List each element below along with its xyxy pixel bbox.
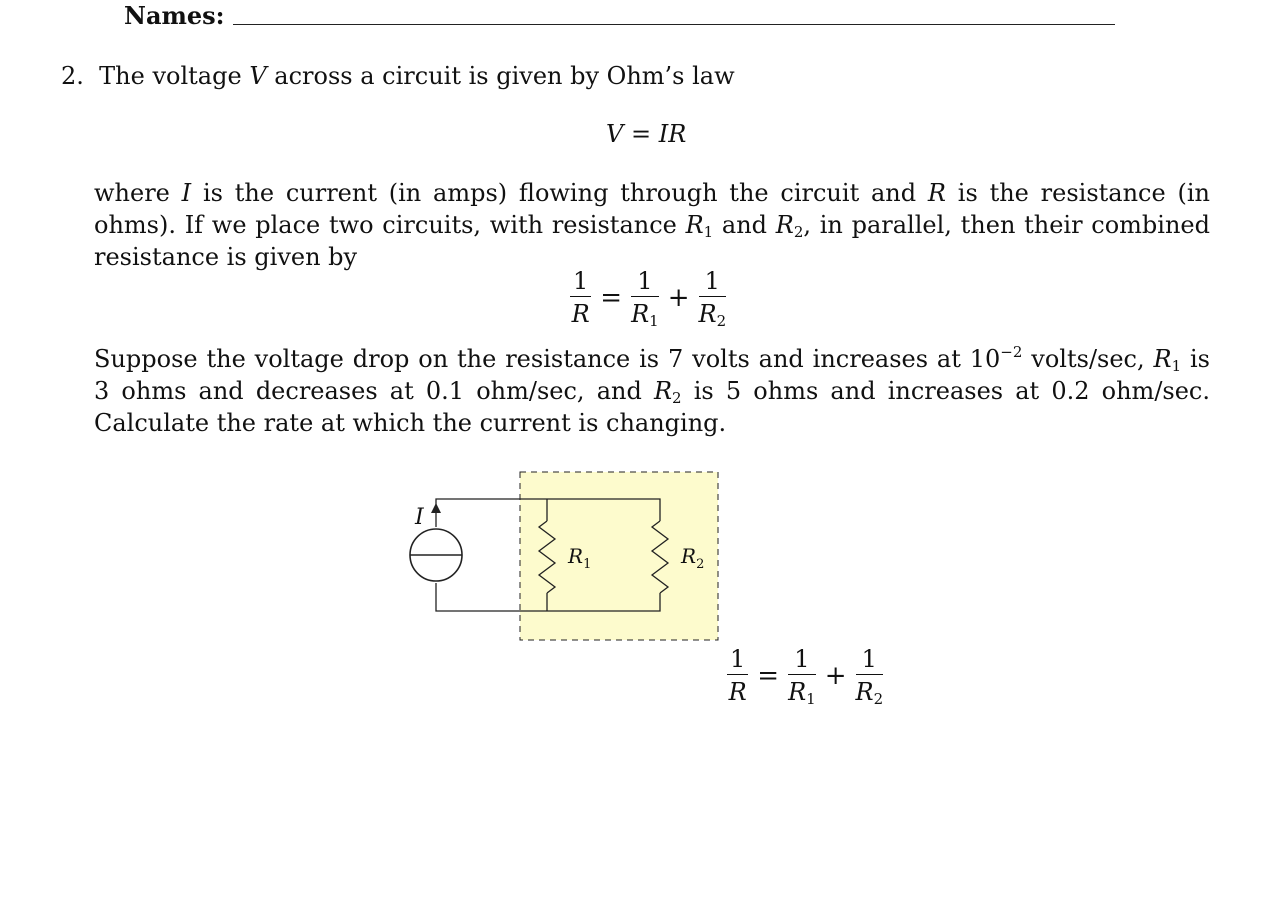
parallel-resistance-equation: [570, 267, 727, 330]
equals-sign: =: [600, 282, 623, 313]
intro-text-a: The voltage: [99, 62, 250, 90]
fraction-one-over-r: [570, 268, 591, 327]
p1-text: where: [94, 179, 182, 207]
p1-text: , in parallel, then their combined resistance is given by: [94, 211, 1210, 271]
numerator: 1: [704, 267, 720, 295]
parallel-circuit-diagram: [395, 465, 735, 655]
ohm-rhs: IR: [658, 120, 687, 148]
names-blank-line: [233, 24, 1115, 25]
sub-2: 2: [873, 690, 884, 708]
problem-intro: [61, 60, 735, 92]
denominator-r1: R: [788, 678, 807, 706]
current-arrow-icon: [431, 503, 441, 513]
p1-text: is the current (in amps) flowing through the circuit and: [191, 179, 928, 207]
p1-text: is the resistance (in ohms). If we place two circuits, with resistance: [94, 179, 1210, 239]
sub-1: 1: [806, 690, 816, 708]
problem-number: 2.: [61, 62, 84, 90]
names-label: Names:: [124, 1, 225, 30]
ohm-equals: =: [630, 120, 652, 148]
fraction-one-over-r2: [855, 645, 884, 708]
denominator-r1: R: [631, 300, 650, 328]
p2-text: volts/sec,: [1022, 345, 1154, 373]
sub-1: 1: [649, 312, 659, 330]
numerator: 1: [637, 267, 653, 295]
numerator: 1: [730, 645, 746, 673]
p2-text: is 5 ohms and increases at 0.2 ohm/sec. Calculate the rate at which the current is changing.: [94, 377, 1210, 437]
p2-var-r2: R: [653, 377, 673, 405]
r1-label: $R_1$: [568, 544, 592, 572]
p1-sub-2: 2: [793, 223, 804, 241]
diagram-parallel-equation: [727, 645, 884, 708]
denominator-r: R: [571, 300, 590, 328]
p1-sub-1: 1: [703, 223, 714, 241]
numerator: 1: [794, 645, 810, 673]
p2-sub-1: 1: [1171, 357, 1182, 375]
p2-var-r1: R: [1153, 345, 1172, 373]
fraction-one-over-r1: [631, 267, 659, 330]
denominator-r: R: [728, 678, 747, 706]
numerator: 1: [861, 645, 877, 673]
ohm-lhs: V: [606, 120, 624, 148]
fraction-one-over-r: [727, 646, 748, 705]
numerator: 1: [573, 267, 589, 295]
denominator-r2: R: [698, 300, 717, 328]
current-source-lower-fill: [410, 555, 462, 581]
intro-text-b: across a circuit is given by Ohm’s law: [266, 62, 735, 90]
ohm-law-equation: [606, 118, 686, 150]
p1-var-r1: R: [685, 211, 704, 239]
current-label: I: [415, 505, 424, 530]
p1-text: and: [713, 211, 776, 239]
fraction-one-over-r1: [788, 645, 816, 708]
intro-var-v: V: [249, 62, 267, 90]
r2-label: $R_2$: [681, 544, 705, 572]
p2-exponent: −2: [1000, 343, 1023, 361]
p2-text: is 3 ohms and decreases at 0.1 ohm/sec, and: [94, 345, 1210, 405]
denominator-r2: R: [855, 678, 874, 706]
p2-sub-2: 2: [672, 389, 682, 407]
plus-sign: +: [824, 660, 847, 691]
sub-2: 2: [716, 312, 727, 330]
p1-var-r: R: [927, 179, 946, 207]
plus-sign: +: [667, 282, 690, 313]
paragraph-resistance: [94, 177, 1210, 273]
paragraph-question: [94, 343, 1210, 439]
equals-sign: =: [757, 660, 780, 691]
p1-var-i: I: [181, 179, 192, 207]
p2-text: Suppose the voltage drop on the resistance is 7 volts and increases at 10: [94, 345, 1001, 373]
p1-var-r2: R: [775, 211, 794, 239]
fraction-one-over-r2: [698, 267, 727, 330]
